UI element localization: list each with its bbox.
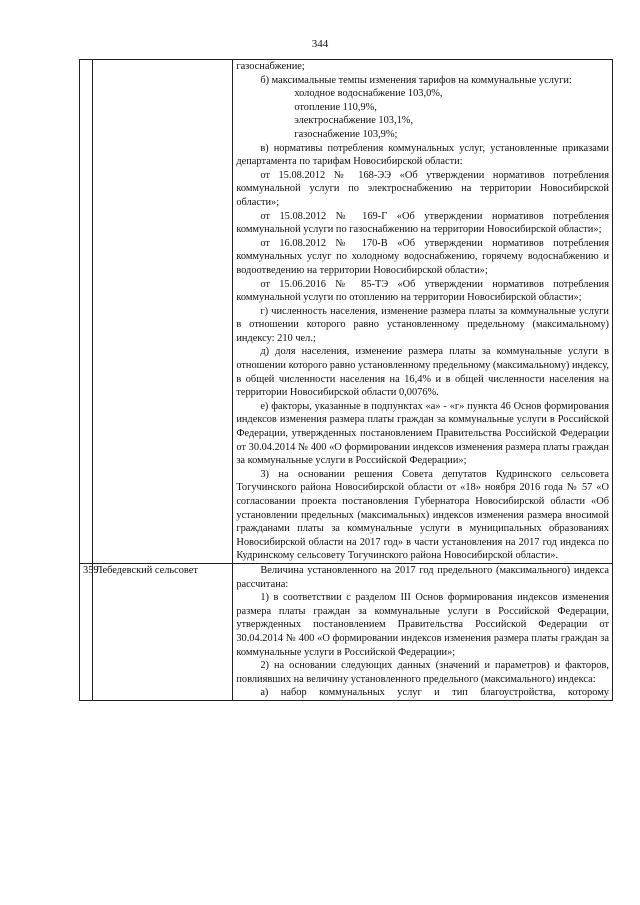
text-paragraph: 2) на основании следующих данных (значений и параметров) и факторов, повлиявших на величину установленного предельного (максимального) индекса: — [236, 660, 609, 685]
table-row — [80, 60, 613, 564]
municipality-name-cell — [92, 60, 233, 564]
row-number-cell — [80, 60, 93, 564]
text-paragraph: 3) на основании решения Совета депутатов Кудринского сельсовета Тогучинского района Новосибирской области от «18» ноября 2016 года № 57 «О согласовании проекта постановления Губернатора Новосибирской области «Об установлении предельных (максимальных) индексов изменения размера вносимой гражданами платы за коммунальные услуги в муниципальных образованиях Новосибирской области на 2017 год» в части установления на 2017 год индекса по Кудринскому сельсовету Тогучинского района Новосибирской области». — [236, 468, 609, 562]
text-paragraph: в) нормативы потребления коммунальных услуг, установленные приказами департамента по тарифам Новосибирской области: — [236, 142, 609, 168]
row-number-cell: 359 — [80, 563, 93, 700]
text-paragraph: от 16.08.2012 № 170-В «Об утверждении нормативов потребления коммунальных услуг по холодному водоснабжению, горячему водоснабжению и водоотведению на территории Новосибирской области»; — [236, 237, 609, 276]
text-paragraph: 1) в соответствии с разделом III Основ формирования индексов изменения размера платы граждан за коммунальные услуги в Российской Федерации, утвержденных постановлением Правительства Российской Федерации от 30.04.2014 № 400 «О формировании индексов изменения размера платы граждан за коммунальные услуги в Российской Федерации»; — [236, 592, 609, 658]
justification-text-cell — [233, 60, 613, 564]
text-paragraph: а) набор коммунальных услуг и тип благоустройства, которому — [260, 687, 609, 699]
text-paragraph: е) факторы, указанные в подпунктах «а» - «г» пункта 46 Основ формирования индексов изменения размера платы граждан за коммунальные услуги в Российской Федерации, утвержденных постановлением Правительства Российской Федерации от 30.04.2014 № 400 «О формировании индексов изменения размера платы граждан за коммунальные услуги в Российской Федерации»; — [236, 400, 609, 467]
text-paragraph: Величина установленного на 2017 год предельного (максимального) индекса рассчитана: — [236, 564, 609, 590]
text-paragraph: электроснабжение 103,1%, — [294, 115, 414, 127]
text-paragraph: б) максимальные темпы изменения тарифов на коммунальные услуги: — [260, 74, 572, 86]
text-paragraph: от 15.06.2016 № 85-ТЭ «Об утверждении нормативов потребления коммунальной услуги по отоплению на территории Новосибирской области»; — [236, 278, 609, 304]
text-paragraph: газоснабжение; — [236, 61, 305, 72]
text-paragraph: холодное водоснабжение 103,0%, — [294, 88, 443, 100]
text-paragraph: от 15.08.2012 № 169-Г «Об утверждении нормативов потребления коммунальной услуги по газоснабжению на территории Новосибирской области»; — [236, 210, 609, 236]
text-paragraph: г) численность населения, изменение размера платы за коммунальные услуги в отношении которого равно установленному предельному (максимальному) индексу: 210 чел.; — [236, 305, 609, 344]
page-number: 344 — [311, 38, 329, 50]
municipality-name-cell: Лебедевский сельсовет — [92, 563, 233, 700]
text-paragraph: отопление 110,9%, — [294, 101, 377, 113]
document-table — [79, 59, 613, 701]
table-row — [80, 563, 613, 700]
text-paragraph: от 15.08.2012 № 168-ЭЭ «Об утверждении нормативов потребления коммунальной услуги по электроснабжению на территории Новосибирской области»; — [236, 169, 609, 208]
justification-text-cell — [233, 563, 613, 700]
text-paragraph: газоснабжение 103,9%; — [294, 128, 398, 140]
text-paragraph: д) доля населения, изменение размера платы за коммунальные услуги в отношении которого равно установленному предельному (максимальному) индексу, в общей численности населения на 16,4% и в общей численности населения на территории Новосибирской области 0,0076%. — [236, 346, 609, 399]
